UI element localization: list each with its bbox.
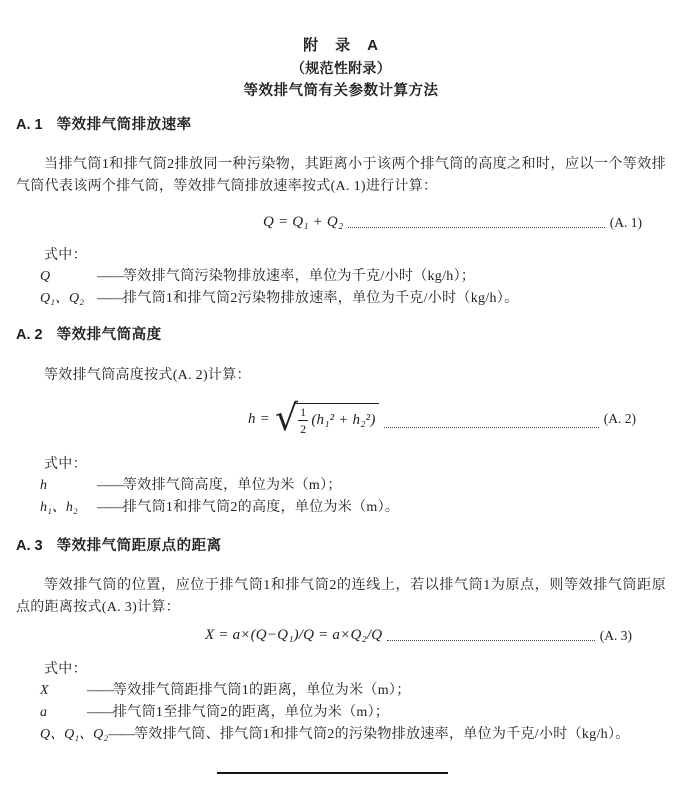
definition-row: [40, 680, 666, 702]
formula-a2-number: (A. 2): [603, 411, 636, 426]
definition-dash: ——: [97, 499, 123, 515]
definition-row: [40, 497, 666, 519]
appendix-title: 附 录 A: [303, 37, 379, 54]
section-a3-number: A. 3: [16, 538, 43, 554]
section-a3-definitions: [40, 680, 666, 746]
radicand-terms: (h₁² + h₂²): [311, 411, 376, 428]
formula-a2: [248, 399, 636, 439]
definition-symbol: Q、Q₁、Q₂: [40, 727, 109, 742]
definition-row: [40, 288, 666, 310]
definition-text: 等效排气筒、排气筒1和排气筒2的污染物排放速率，单位为千克/小时（kg/h）。: [134, 727, 630, 742]
fraction-one-half: [298, 405, 308, 435]
formula-a1-math: Q = Q₁ + Q₂: [263, 214, 344, 230]
radical-icon: √: [274, 398, 299, 439]
appendix-subtitle: （规范性附录）: [290, 60, 392, 76]
section-a3-heading: [16, 538, 666, 555]
section-a2-number: A. 2: [16, 327, 43, 343]
appendix-heading: 等效排气筒有关参数计算方法: [243, 83, 439, 99]
formula-a3-math: X = a×(Q−Q₁)/Q = a×Q₂/Q: [205, 627, 383, 643]
definition-text: 等效排气筒高度，单位为米（m）；: [123, 478, 342, 493]
definition-text: 排气筒1和排气筒2污染物排放速率，单位为千克/小时（kg/h）。: [123, 290, 519, 306]
section-a2-definitions: [40, 475, 666, 518]
definition-row: [40, 702, 666, 724]
section-a3-where-label: 式中：: [44, 662, 87, 677]
definition-text: 排气筒1和排气筒2的高度，单位为米（m）。: [123, 499, 400, 515]
section-a1-definitions: [40, 266, 666, 309]
definition-dash: ——: [87, 683, 113, 698]
radicand-group: [294, 403, 378, 436]
formula-a2-lhs: h =: [248, 410, 270, 427]
section-a1-title: 等效排气筒排放速率: [56, 117, 192, 133]
formula-a2-dotted-leader: [384, 427, 599, 428]
definition-row: [40, 266, 666, 288]
section-a2-lead-in: 等效排气筒高度按式(A. 2)计算：: [44, 368, 251, 383]
formula-a2-math: [248, 398, 379, 439]
formula-a1-dotted-leader: [348, 227, 604, 228]
definition-symbol: X: [40, 683, 49, 698]
definition-dash: ——: [108, 727, 135, 742]
section-a3-title: 等效排气筒距原点的距离: [56, 538, 222, 554]
section-a2-heading: [16, 327, 666, 344]
definition-symbol: a: [40, 705, 47, 720]
section-a2-where-label: 式中：: [44, 457, 87, 472]
definition-row: [40, 724, 666, 746]
footnote-divider: [217, 772, 448, 774]
formula-a3: [205, 627, 632, 644]
definition-text: 等效排气筒污染物排放速率，单位为千克/小时（kg/h）；: [123, 269, 476, 284]
definition-dash: ——: [97, 290, 123, 306]
section-a1-heading: [16, 117, 666, 134]
section-a1-number: A. 1: [16, 117, 43, 133]
definition-symbol: h: [40, 478, 47, 493]
formula-a1: [263, 214, 642, 231]
definition-text: 等效排气筒距排气筒1的距离，单位为米（m）；: [113, 683, 411, 698]
square-root-expression: [274, 398, 379, 439]
fraction-numerator: 1: [300, 405, 307, 419]
definition-dash: ——: [97, 269, 123, 284]
section-a1-paragraph: 当排气筒1和排气筒2排放同一种污染物，其距离小于该两个排气筒的高度之和时，应以一个等效排气筒代表该两个排气筒，等效排气筒排放速率按式(A. 1)进行计算：: [16, 157, 666, 194]
definition-symbol: h₁、h₂: [40, 499, 78, 515]
section-a3-paragraph: 等效排气筒的位置，应位于排气筒1和排气筒2的连线上，若以排气筒1为原点，则等效排气筒距原点的距离按式(A. 3)计算：: [16, 578, 666, 615]
section-a2-title: 等效排气筒高度: [56, 327, 162, 343]
formula-a1-number: (A. 1): [609, 214, 642, 230]
definition-row: [40, 475, 666, 497]
section-a1-where-label: 式中：: [44, 248, 87, 263]
formula-a3-number: (A. 3): [599, 627, 632, 643]
definition-symbol: Q₁、Q₂: [40, 290, 84, 306]
definition-dash: ——: [87, 705, 113, 720]
definition-symbol: Q: [40, 269, 51, 284]
definition-dash: ——: [97, 478, 123, 493]
definition-text: 排气筒1至排气筒2的距离，单位为米（m）；: [113, 705, 390, 720]
fraction-denominator: 2: [300, 422, 307, 436]
formula-a3-dotted-leader: [387, 640, 594, 641]
